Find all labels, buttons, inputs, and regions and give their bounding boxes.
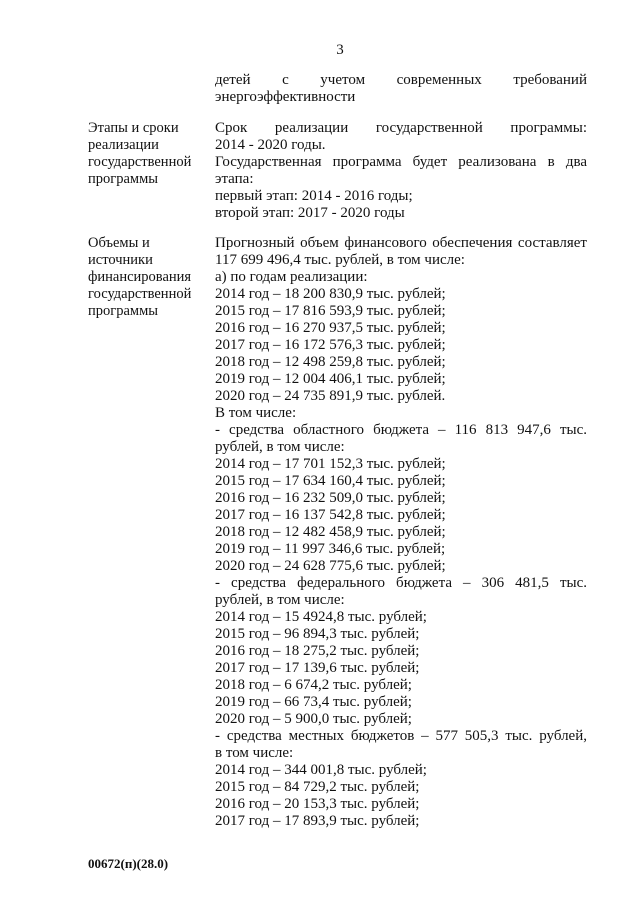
stages-line: 2014 - 2020 годы. [215,137,326,153]
stages-label-line: программы [88,171,158,187]
funding-content [215,235,587,830]
stages-label [88,120,213,188]
total-year-line: 2014 год – 18 200 830,9 тыс. рублей; [215,286,446,302]
federal-year-line: 2019 год – 66 73,4 тыс. рублей; [215,694,412,710]
federal-year-line: 2017 год – 17 139,6 тыс. рублей; [215,660,420,676]
local-budget-line: в том числе: [215,745,294,761]
regional-year-line: 2020 год – 24 628 775,6 тыс. рублей; [215,558,446,574]
total-year-line: 2020 год – 24 735 891,9 тыс. рублей. [215,388,446,404]
total-year-line: 2015 год – 17 816 593,9 тыс. рублей; [215,303,446,319]
stages-line: Государственная программа будет реализована в два [215,154,587,170]
funding-label-line: источники [88,252,153,268]
regional-year-line: 2014 год – 17 701 152,3 тыс. рублей; [215,456,446,472]
stages-line: второй этап: 2017 - 2020 годы [215,205,405,221]
regional-budget-line: рублей, в том числе: [215,439,345,455]
total-year-line: 2019 год – 12 004 406,1 тыс. рублей; [215,371,446,387]
regional-year-line: 2017 год – 16 137 542,8 тыс. рублей; [215,507,446,523]
total-year-line: 2018 год – 12 498 259,8 тыс. рублей; [215,354,446,370]
regional-budget-line: - средства областного бюджета – 116 813 947,6 тыс. [215,422,587,438]
funding-label-line: финансирования [88,269,192,285]
stages-label-line: реализации [88,137,159,153]
page-number: 3 [336,42,344,58]
footer-code: 00672(п)(28.0) [88,856,169,871]
federal-year-line: 2018 год – 6 674,2 тыс. рублей; [215,677,412,693]
funding-intro: 117 699 496,4 тыс. рублей, в том числе: [215,252,465,268]
regional-year-line: 2015 год – 17 634 160,4 тыс. рублей; [215,473,446,489]
local-year-line: 2017 год – 17 893,9 тыс. рублей; [215,813,420,829]
stages-content [215,120,587,222]
federal-year-line: 2015 год – 96 894,3 тыс. рублей; [215,626,420,642]
federal-budget-line: рублей, в том числе: [215,592,345,608]
stages-label-line: Этапы и сроки [88,120,179,136]
regional-year-line: 2018 год – 12 482 458,9 тыс. рублей; [215,524,446,540]
continuation-line: детей с учетом современных требований [215,72,587,88]
local-year-line: 2016 год – 20 153,3 тыс. рублей; [215,796,420,812]
funding-intro: а) по годам реализации: [215,269,368,285]
federal-year-line: 2020 год – 5 900,0 тыс. рублей; [215,711,412,727]
funding-intro: Прогнозный объем финансового обеспечения составляет [215,235,587,251]
stages-line: этапа: [215,171,254,187]
regional-year-line: 2016 год – 16 232 509,0 тыс. рублей; [215,490,446,506]
funding-label-line: программы [88,303,158,319]
continuation-line: энергоэффективности [215,89,356,105]
in-total-heading: В том числе: [215,405,297,421]
federal-year-line: 2016 год – 18 275,2 тыс. рублей; [215,643,420,659]
stages-label-line: государственной [88,154,192,170]
local-year-line: 2014 год – 344 001,8 тыс. рублей; [215,762,427,778]
funding-label-line: государственной [88,286,192,302]
stages-line: первый этап: 2014 - 2016 годы; [215,188,413,204]
local-year-line: 2015 год – 84 729,2 тыс. рублей; [215,779,420,795]
total-year-line: 2017 год – 16 172 576,3 тыс. рублей; [215,337,446,353]
federal-year-line: 2014 год – 15 4924,8 тыс. рублей; [215,609,427,625]
funding-label-line: Объемы и [88,235,150,251]
total-year-line: 2016 год – 16 270 937,5 тыс. рублей; [215,320,446,336]
local-budget-line: - средства местных бюджетов – 577 505,3 тыс. рублей, [215,728,587,744]
stages-line: Срок реализации государственной программы: [215,120,587,136]
continuation-text [215,72,587,106]
regional-year-line: 2019 год – 11 997 346,6 тыс. рублей; [215,541,446,557]
federal-budget-line: - средства федерального бюджета – 306 481,5 тыс. [215,575,587,591]
funding-label [88,235,213,320]
